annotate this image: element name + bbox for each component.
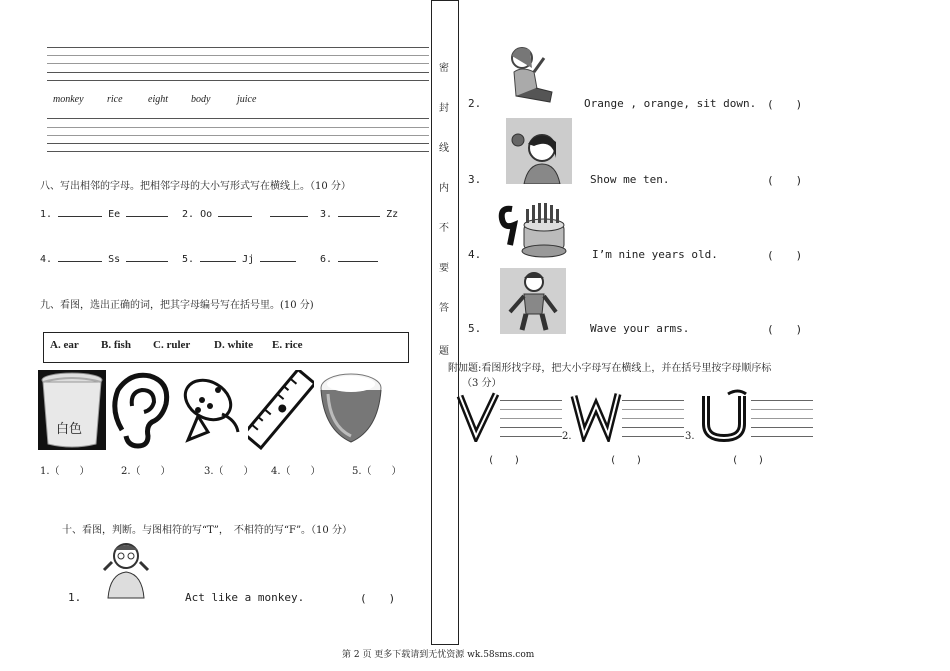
seal-char: 不 xyxy=(439,223,449,234)
section-10-title: 十、看图，判断。与图相符的写“T”， 不相符的写“F”。（10 分） xyxy=(62,525,352,536)
sec8-item-5: 5. Jj xyxy=(182,252,296,265)
sec8-item-1: 1. Ee xyxy=(40,207,168,220)
right-item-5-num: 5. xyxy=(468,322,482,335)
section-9-title: 九、看图，选出正确的词，把其字母编号写在括号里。(10 分) xyxy=(40,300,314,311)
option-d: D. white xyxy=(214,339,254,351)
right-item-2-text: Orange , orange, sit down. xyxy=(584,97,757,110)
seal-char: 密 xyxy=(439,63,449,74)
ruler-image xyxy=(248,370,314,450)
right-item-3-text: Show me ten. xyxy=(590,173,670,186)
right-item-4-num: 4. xyxy=(468,248,482,261)
bonus-paren-3: ( ) xyxy=(732,455,765,466)
sec8-item-4: 4. Ss xyxy=(40,252,168,265)
seal-char: 答 xyxy=(439,303,449,314)
rice-bowl-image xyxy=(318,370,384,450)
sec9-answer-5: 5.（ ） xyxy=(352,466,402,477)
right-item-2-paren: ( ) xyxy=(767,98,803,111)
sec9-answer-2: 2.（ ） xyxy=(121,466,171,477)
option-a: A. ear xyxy=(50,339,79,351)
letter-w-picture xyxy=(570,388,622,442)
right-item-5-text: Wave your arms. xyxy=(590,322,690,335)
child-waving-arms-image xyxy=(500,268,566,334)
right-item-3-paren: ( ) xyxy=(767,174,803,187)
sec8-item-6: 6. xyxy=(320,252,378,265)
ear-image xyxy=(108,370,172,450)
bonus-num-3: 3. xyxy=(685,431,695,442)
option-b: B. fish xyxy=(101,339,131,351)
word: body xyxy=(191,94,211,105)
word: juice xyxy=(237,94,257,105)
option-c: C. ruler xyxy=(153,339,191,351)
seal-char: 要 xyxy=(439,263,449,274)
sec10-item1-paren: ( ) xyxy=(360,592,396,605)
letter-v-picture xyxy=(456,390,500,442)
sec10-item1-text: Act like a monkey. xyxy=(185,591,305,604)
page-footer: 第 2 页 更多下载请到无忧资源 wk.58sms.com xyxy=(342,650,535,660)
sec10-item1-number: 1. xyxy=(68,591,82,604)
right-item-2-num: 2. xyxy=(468,97,482,110)
sec8-item-2: 2. Oo xyxy=(182,207,308,220)
sec9-answer-1: 1.（ ） xyxy=(40,466,90,477)
boy-image xyxy=(100,540,152,602)
bonus-paren-1: ( ) xyxy=(488,455,521,466)
bonus-paren-2: ( ) xyxy=(610,455,643,466)
bonus-title: 附加题:看图形找字母，把大小字母写在横线上，并在括号里按字母顺序标 xyxy=(448,363,772,374)
fish-image xyxy=(178,370,244,450)
cake-nine-image xyxy=(496,195,568,261)
seal-char: 线 xyxy=(439,143,449,154)
bucket-label: 白色 xyxy=(56,422,83,437)
sec8-item-3: 3. Zz xyxy=(320,209,399,220)
sec9-answer-4: 4.（ ） xyxy=(271,466,321,477)
word: eight xyxy=(148,94,168,105)
seal-char: 内 xyxy=(439,183,449,194)
girl-waving-image xyxy=(506,118,572,184)
seal-char: 封 xyxy=(439,103,449,114)
right-item-5-paren: ( ) xyxy=(767,323,803,336)
seal-char: 题 xyxy=(439,346,449,357)
right-item-4-paren: ( ) xyxy=(767,249,803,262)
option-e: E. rice xyxy=(272,339,303,351)
bucket-image xyxy=(38,370,106,450)
bonus-num-2: 2. xyxy=(562,431,572,442)
right-item-4-text: I’m nine years old. xyxy=(592,248,718,261)
bonus-score: （3 分） xyxy=(462,378,502,389)
word: monkey xyxy=(53,94,84,105)
right-item-3-num: 3. xyxy=(468,173,482,186)
girl-sitting-image xyxy=(500,42,562,108)
letter-u-picture xyxy=(698,388,750,442)
seal-strip xyxy=(431,0,459,645)
sec9-answer-3: 3.（ ） xyxy=(204,466,254,477)
section-8-title: 八、写出相邻的字母。把相邻字母的大小写形式写在横线上。（10 分） xyxy=(40,181,351,192)
options-box xyxy=(43,332,409,363)
word: rice xyxy=(107,94,123,105)
